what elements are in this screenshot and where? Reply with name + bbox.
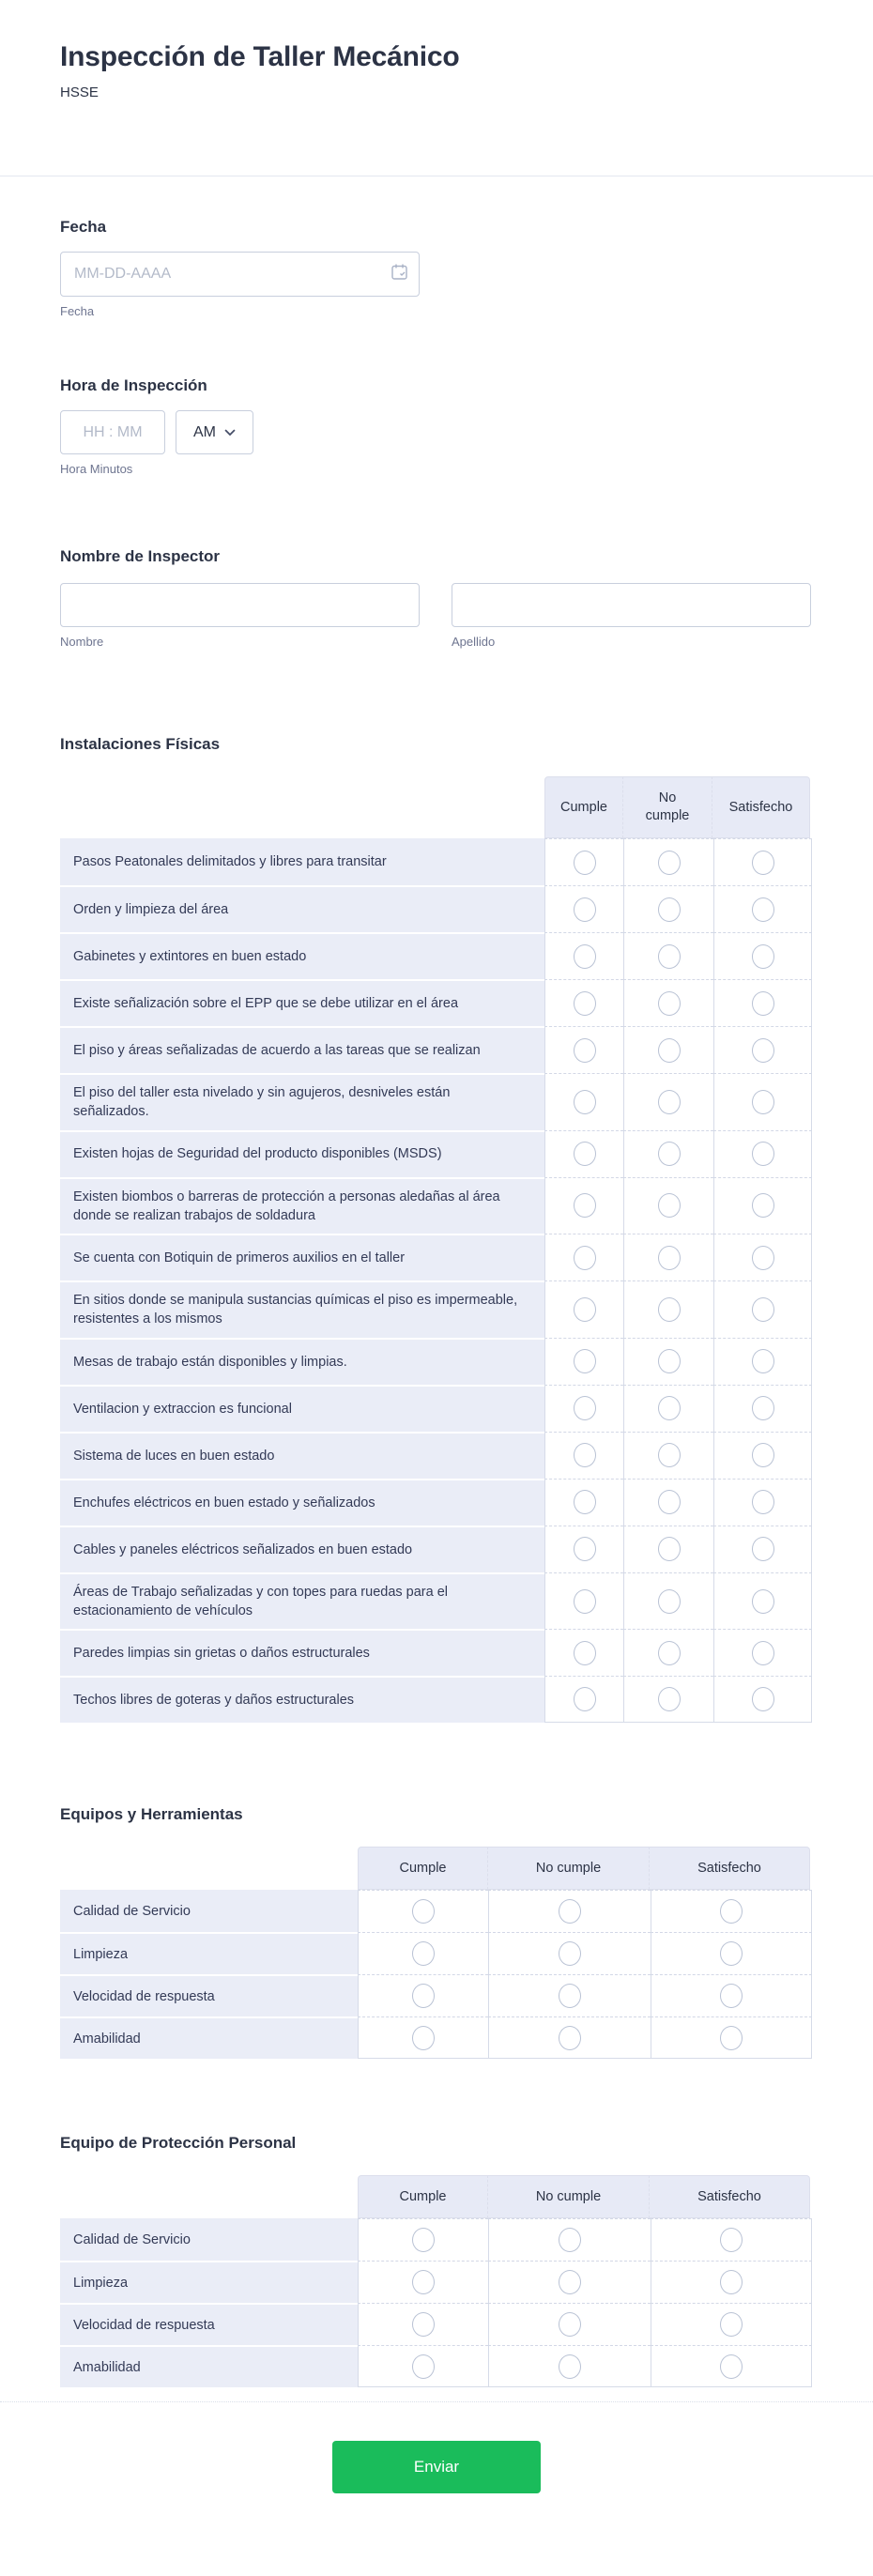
matrix-row — [60, 2303, 813, 2345]
column-header: No cumple — [622, 776, 712, 838]
matrix-cell — [651, 2345, 812, 2387]
row-label: Paredes limpias sin grietas o daños estructurales — [60, 1629, 544, 1676]
radio-button[interactable] — [412, 1941, 435, 1966]
radio-button[interactable] — [412, 2312, 435, 2337]
radio-button[interactable] — [658, 1038, 681, 1063]
row-label: Velocidad de respuesta — [60, 1974, 358, 2016]
matrix-cell — [544, 1676, 623, 1723]
form-title: Inspección de Taller Mecánico — [60, 41, 460, 72]
matrix-cell — [623, 1280, 713, 1338]
fecha-sublabel: Fecha — [60, 304, 95, 318]
matrix-cell — [713, 1177, 812, 1234]
row-label: Amabilidad — [60, 2016, 358, 2059]
radio-button[interactable] — [720, 2270, 743, 2294]
matrix-row — [60, 1526, 813, 1572]
radio-button[interactable] — [658, 1537, 681, 1561]
radio-button[interactable] — [752, 1297, 774, 1322]
nombre-sublabel: Nombre — [60, 635, 104, 649]
matrix-cell — [623, 1676, 713, 1723]
radio-button[interactable] — [574, 1246, 596, 1270]
matrix-cell — [623, 1432, 713, 1479]
matrix-row — [60, 2345, 813, 2387]
radio-button[interactable] — [720, 2312, 743, 2337]
matrix-cell — [544, 1338, 623, 1385]
matrix-cell — [358, 1932, 488, 1974]
footer-divider — [0, 2401, 873, 2402]
matrix-header-row — [358, 1847, 813, 1890]
radio-button[interactable] — [412, 1899, 435, 1924]
equipos-matrix-table — [60, 1847, 813, 2059]
radio-button[interactable] — [574, 1687, 596, 1711]
radio-button[interactable] — [658, 1490, 681, 1514]
radio-button[interactable] — [658, 1297, 681, 1322]
radio-button[interactable] — [574, 1443, 596, 1467]
matrix-cell — [544, 932, 623, 979]
matrix-cell — [544, 1280, 623, 1338]
matrix-cell — [544, 1130, 623, 1177]
radio-button[interactable] — [658, 1641, 681, 1665]
radio-button[interactable] — [752, 991, 774, 1016]
matrix-row — [60, 1479, 813, 1526]
hora-label: Hora de Inspección — [60, 376, 207, 394]
row-label: Áreas de Trabajo señalizadas y con topes para ruedas para el estacionamiento de vehículos — [60, 1572, 544, 1630]
form-header — [0, 0, 873, 176]
matrix-cell — [358, 2218, 488, 2261]
row-label: Mesas de trabajo están disponibles y limpias. — [60, 1338, 544, 1385]
fecha-label: Fecha — [60, 218, 107, 236]
matrix-cell — [623, 1629, 713, 1676]
matrix-cell — [623, 979, 713, 1026]
matrix-cell — [544, 1479, 623, 1526]
matrix-cell — [544, 1572, 623, 1630]
radio-button[interactable] — [752, 1090, 774, 1114]
radio-button[interactable] — [658, 1090, 681, 1114]
matrix-cell — [358, 2345, 488, 2387]
matrix-cell — [358, 1974, 488, 2016]
calendar-icon[interactable] — [391, 263, 408, 285]
radio-button[interactable] — [752, 1349, 774, 1373]
matrix-cell — [488, 2303, 651, 2345]
matrix-cell — [713, 1676, 812, 1723]
matrix-cell — [713, 1479, 812, 1526]
radio-button[interactable] — [559, 1941, 581, 1966]
radio-button[interactable] — [412, 2228, 435, 2252]
radio-button[interactable] — [574, 1490, 596, 1514]
matrix-row — [60, 1676, 813, 1723]
ampm-value: AM — [193, 423, 216, 440]
matrix-cell — [713, 932, 812, 979]
row-label: Existe señalización sobre el EPP que se debe utilizar en el área — [60, 979, 544, 1026]
row-label: El piso y áreas señalizadas de acuerdo a las tareas que se realizan — [60, 1026, 544, 1073]
matrix-header-row — [358, 2175, 813, 2218]
matrix-header-row — [544, 776, 813, 838]
matrix-row — [60, 1572, 813, 1630]
radio-button[interactable] — [412, 2354, 435, 2379]
row-label: Calidad de Servicio — [60, 1890, 358, 1932]
matrix-cell — [544, 838, 623, 885]
radio-button[interactable] — [752, 1396, 774, 1420]
matrix-cell — [358, 2016, 488, 2059]
radio-button[interactable] — [559, 2026, 581, 2050]
radio-button[interactable] — [574, 1589, 596, 1614]
matrix-cell — [713, 1073, 812, 1130]
radio-button[interactable] — [720, 2228, 743, 2252]
matrix-row — [60, 1974, 813, 2016]
matrix-cell — [623, 838, 713, 885]
radio-button[interactable] — [559, 2354, 581, 2379]
radio-button[interactable] — [720, 1941, 743, 1966]
matrix-row — [60, 1130, 813, 1177]
column-header: Satisfecho — [649, 1847, 810, 1890]
row-label: Enchufes eléctricos en buen estado y señalizados — [60, 1479, 544, 1526]
matrix-row — [60, 1234, 813, 1280]
radio-button[interactable] — [752, 1537, 774, 1561]
fecha-section — [0, 218, 873, 318]
radio-button[interactable] — [752, 1193, 774, 1218]
matrix-row — [60, 979, 813, 1026]
matrix-row — [60, 2261, 813, 2303]
row-label: Orden y limpieza del área — [60, 885, 544, 932]
radio-button[interactable] — [752, 1443, 774, 1467]
radio-button[interactable] — [720, 2026, 743, 2050]
matrix-cell — [488, 2016, 651, 2059]
matrix-cell — [651, 1974, 812, 2016]
column-header: Cumple — [544, 776, 623, 838]
radio-button[interactable] — [752, 851, 774, 875]
hora-sublabel: Hora Minutos — [60, 462, 133, 476]
matrix-cell — [488, 2218, 651, 2261]
row-label: Velocidad de respuesta — [60, 2303, 358, 2345]
instalaciones-title: Instalaciones Físicas — [60, 735, 221, 753]
radio-button[interactable] — [559, 2312, 581, 2337]
matrix-cell — [713, 1432, 812, 1479]
epp-title: Equipo de Protección Personal — [60, 2134, 297, 2153]
matrix-cell — [544, 1234, 623, 1280]
matrix-cell — [544, 1432, 623, 1479]
matrix-row — [60, 1629, 813, 1676]
matrix-cell — [713, 885, 812, 932]
matrix-cell — [713, 838, 812, 885]
apellido-sublabel: Apellido — [452, 635, 496, 649]
matrix-cell — [623, 1479, 713, 1526]
radio-button[interactable] — [412, 1984, 435, 2008]
matrix-cell — [713, 1526, 812, 1572]
matrix-cell — [651, 2218, 812, 2261]
time-input[interactable] — [60, 410, 165, 454]
radio-button[interactable] — [559, 2270, 581, 2294]
matrix-cell — [623, 1338, 713, 1385]
matrix-row — [60, 1890, 813, 1932]
radio-button[interactable] — [658, 1589, 681, 1614]
matrix-cell — [544, 1073, 623, 1130]
radio-button[interactable] — [574, 1297, 596, 1322]
radio-button[interactable] — [752, 1246, 774, 1270]
row-label: Ventilacion y extraccion es funcional — [60, 1385, 544, 1432]
matrix-cell — [713, 1130, 812, 1177]
radio-button[interactable] — [559, 2228, 581, 2252]
matrix-cell — [651, 2016, 812, 2059]
matrix-cell — [358, 1890, 488, 1932]
hora-section — [0, 376, 873, 476]
matrix-cell — [713, 1234, 812, 1280]
column-header: Cumple — [358, 1847, 488, 1890]
first-name-input[interactable] — [60, 583, 420, 627]
matrix-cell — [651, 1890, 812, 1932]
matrix-cell — [544, 1526, 623, 1572]
matrix-cell — [623, 1526, 713, 1572]
matrix-row — [60, 1177, 813, 1234]
radio-button[interactable] — [574, 1193, 596, 1218]
row-label: Limpieza — [60, 2261, 358, 2303]
matrix-row — [60, 1026, 813, 1073]
matrix-cell — [623, 1234, 713, 1280]
matrix-row — [60, 1073, 813, 1130]
matrix-cell — [713, 1280, 812, 1338]
matrix-cell — [488, 1932, 651, 1974]
radio-button[interactable] — [720, 2354, 743, 2379]
matrix-cell — [358, 2303, 488, 2345]
row-label: Sistema de luces en buen estado — [60, 1432, 544, 1479]
row-label: Se cuenta con Botiquin de primeros auxilios en el taller — [60, 1234, 544, 1280]
radio-button[interactable] — [658, 1687, 681, 1711]
column-header: Satisfecho — [649, 2175, 810, 2218]
matrix-cell — [713, 979, 812, 1026]
radio-button[interactable] — [658, 1443, 681, 1467]
radio-button[interactable] — [658, 991, 681, 1016]
instalaciones-section — [0, 735, 873, 1723]
radio-button[interactable] — [752, 1490, 774, 1514]
form-subtitle: HSSE — [60, 84, 99, 100]
matrix-cell — [651, 1932, 812, 1974]
equipos-section — [0, 1805, 873, 2059]
column-header: Cumple — [358, 2175, 488, 2218]
row-label: Techos libres de goteras y daños estructurales — [60, 1676, 544, 1723]
matrix-cell — [544, 1177, 623, 1234]
row-label: Gabinetes y extintores en buen estado — [60, 932, 544, 979]
instalaciones-matrix-table — [60, 776, 813, 1723]
row-label: Limpieza — [60, 1932, 358, 1974]
equipos-title: Equipos y Herramientas — [60, 1805, 243, 1824]
row-label: Existen hojas de Seguridad del producto disponibles (MSDS) — [60, 1130, 544, 1177]
matrix-cell — [651, 2261, 812, 2303]
matrix-row — [60, 2016, 813, 2059]
last-name-input[interactable] — [452, 583, 811, 627]
radio-button[interactable] — [574, 851, 596, 875]
footer-space — [0, 2493, 873, 2540]
radio-button[interactable] — [752, 1142, 774, 1166]
matrix-row — [60, 1932, 813, 1974]
matrix-row — [60, 932, 813, 979]
submit-button[interactable]: Enviar — [332, 2441, 541, 2493]
row-label: Amabilidad — [60, 2345, 358, 2387]
radio-button[interactable] — [574, 1142, 596, 1166]
matrix-cell — [651, 2303, 812, 2345]
radio-button[interactable] — [574, 1537, 596, 1561]
matrix-row — [60, 1280, 813, 1338]
matrix-cell — [623, 1177, 713, 1234]
matrix-row — [60, 885, 813, 932]
radio-button[interactable] — [752, 897, 774, 922]
radio-button[interactable] — [574, 991, 596, 1016]
row-label: En sitios donde se manipula sustancias químicas el piso es impermeable, resistentes a los mismos — [60, 1280, 544, 1338]
matrix-cell — [544, 1629, 623, 1676]
matrix-cell — [358, 2261, 488, 2303]
epp-matrix-table — [60, 2175, 813, 2387]
matrix-cell — [544, 885, 623, 932]
matrix-cell — [623, 1026, 713, 1073]
column-header: Satisfecho — [712, 776, 810, 838]
radio-button[interactable] — [752, 1687, 774, 1711]
radio-button[interactable] — [720, 1984, 743, 2008]
matrix-cell — [623, 932, 713, 979]
row-label: Cables y paneles eléctricos señalizados en buen estado — [60, 1526, 544, 1572]
epp-section — [0, 2134, 873, 2387]
chevron-down-icon — [224, 424, 236, 441]
radio-button[interactable] — [574, 1396, 596, 1420]
radio-button[interactable] — [574, 1090, 596, 1114]
matrix-cell — [713, 1385, 812, 1432]
date-input[interactable] — [60, 252, 420, 297]
column-header: No cumple — [487, 2175, 650, 2218]
radio-button[interactable] — [658, 1246, 681, 1270]
radio-button[interactable] — [658, 944, 681, 969]
radio-button[interactable] — [720, 1899, 743, 1924]
radio-button[interactable] — [559, 1984, 581, 2008]
radio-button[interactable] — [658, 1142, 681, 1166]
inspector-section — [0, 547, 873, 649]
radio-button[interactable] — [574, 1641, 596, 1665]
radio-button[interactable] — [574, 1349, 596, 1373]
ampm-select[interactable] — [176, 410, 253, 454]
column-header: No cumple — [487, 1847, 650, 1890]
radio-button[interactable] — [574, 944, 596, 969]
radio-button[interactable] — [574, 897, 596, 922]
row-label: Existen biombos o barreras de protección a personas aledañas al área donde se realizan trabajos de soldadura — [60, 1177, 544, 1234]
matrix-cell — [623, 1572, 713, 1630]
radio-button[interactable] — [658, 1193, 681, 1218]
matrix-cell — [488, 2261, 651, 2303]
radio-button[interactable] — [752, 1589, 774, 1614]
matrix-cell — [544, 1026, 623, 1073]
matrix-cell — [544, 1385, 623, 1432]
matrix-row — [60, 1338, 813, 1385]
matrix-cell — [623, 1130, 713, 1177]
matrix-row — [60, 2218, 813, 2261]
matrix-row — [60, 1432, 813, 1479]
matrix-row — [60, 838, 813, 885]
radio-button[interactable] — [658, 1349, 681, 1373]
matrix-cell — [623, 1385, 713, 1432]
matrix-cell — [488, 1974, 651, 2016]
inspector-label: Nombre de Inspector — [60, 547, 221, 565]
radio-button[interactable] — [658, 851, 681, 875]
matrix-cell — [488, 2345, 651, 2387]
row-label: Pasos Peatonales delimitados y libres para transitar — [60, 838, 544, 885]
radio-button[interactable] — [412, 2270, 435, 2294]
matrix-cell — [544, 979, 623, 1026]
matrix-cell — [488, 1890, 651, 1932]
matrix-cell — [623, 885, 713, 932]
matrix-cell — [713, 1629, 812, 1676]
radio-button[interactable] — [574, 1038, 596, 1063]
matrix-row — [60, 1385, 813, 1432]
row-label: El piso del taller esta nivelado y sin agujeros, desniveles están señalizados. — [60, 1073, 544, 1130]
radio-button[interactable] — [559, 1899, 581, 1924]
matrix-cell — [713, 1026, 812, 1073]
radio-button[interactable] — [752, 1641, 774, 1665]
radio-button[interactable] — [658, 1396, 681, 1420]
radio-button[interactable] — [658, 897, 681, 922]
row-label: Calidad de Servicio — [60, 2218, 358, 2261]
radio-button[interactable] — [752, 1038, 774, 1063]
radio-button[interactable] — [412, 2026, 435, 2050]
matrix-cell — [713, 1572, 812, 1630]
matrix-cell — [623, 1073, 713, 1130]
radio-button[interactable] — [752, 944, 774, 969]
matrix-cell — [713, 1338, 812, 1385]
